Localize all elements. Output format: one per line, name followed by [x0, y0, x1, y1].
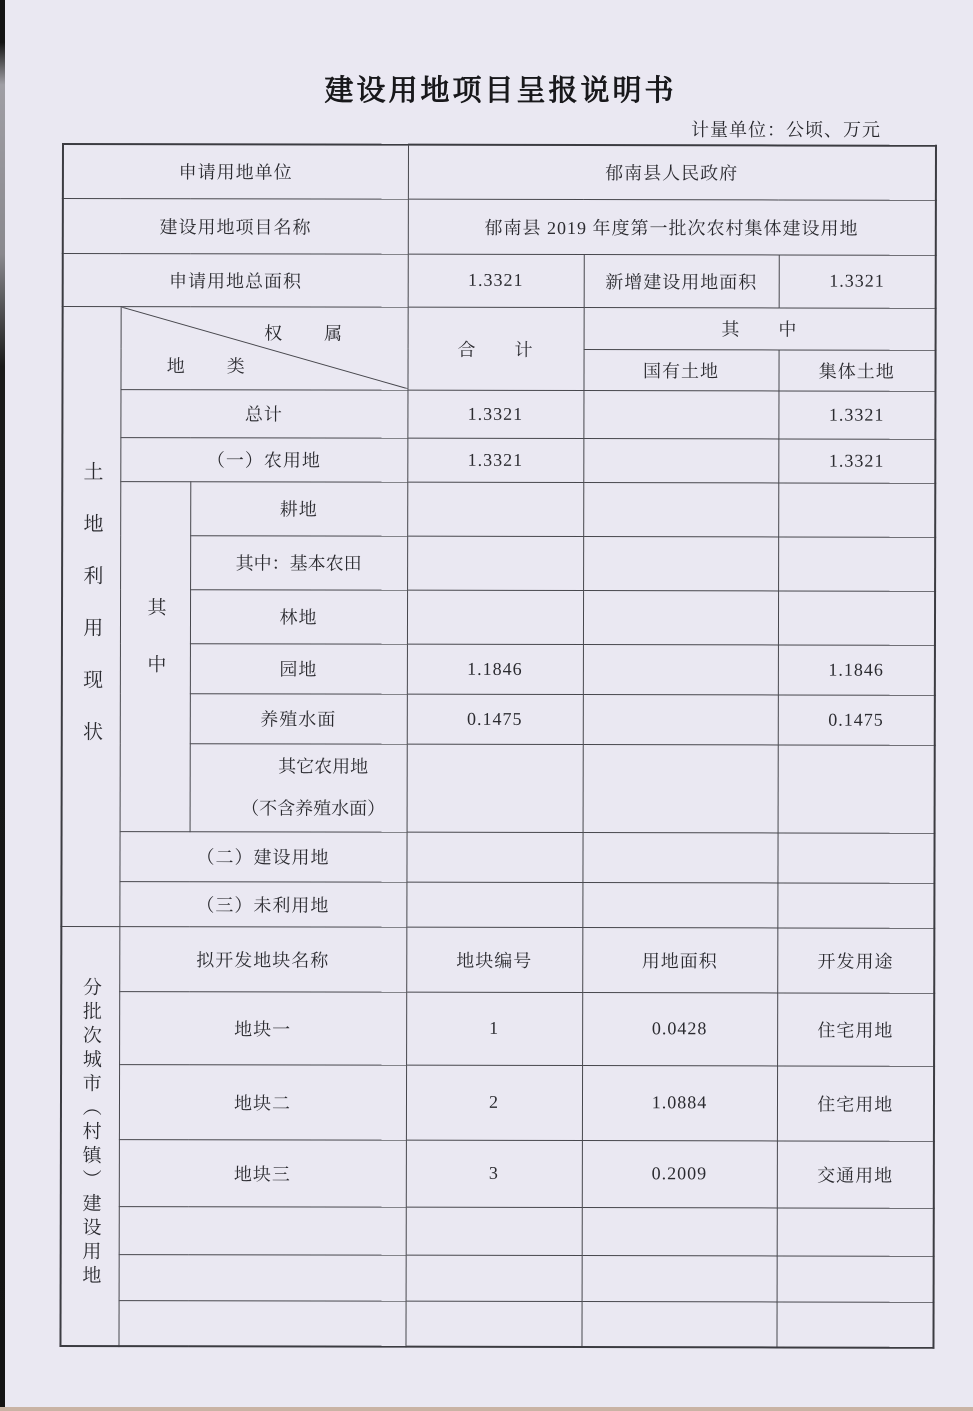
col-header-total: 合 计 — [407, 307, 583, 390]
total-area-value-cell: 1.3321 — [408, 254, 584, 307]
plot5-number — [406, 1255, 582, 1301]
project-name-label-cell: 建设用地项目名称 — [63, 198, 408, 254]
new-area-value-cell: 1.3321 — [779, 254, 936, 307]
page-title: 建设用地项目呈报说明书 — [324, 75, 677, 107]
scan-edge-shadow — [0, 0, 5, 1411]
table-row — [62, 481, 935, 537]
table-row — [61, 1064, 934, 1141]
table-row — [61, 926, 934, 993]
row-cultivated-label: 耕地 — [190, 481, 407, 535]
total-area-label-cell: 申请用地总面积 — [63, 253, 408, 307]
table-row — [62, 589, 935, 645]
diagonal-landtype-label: 地 类 — [166, 356, 257, 377]
among-section-label-cell — [120, 481, 191, 831]
plot1-area: 0.0428 — [582, 992, 777, 1065]
scan-edge-bottom — [0, 1407, 973, 1411]
row-forest-sum — [407, 590, 583, 644]
row-basic-farmland-collective — [778, 536, 935, 590]
plot5-name — [119, 1254, 406, 1301]
row-cultivated-sum — [407, 482, 583, 536]
plot1-name: 地块一 — [119, 991, 406, 1065]
plot4-name — [119, 1206, 406, 1255]
row-unused-state — [582, 882, 777, 927]
among-section-label: 其中 — [144, 596, 166, 711]
row-construction-state — [582, 832, 777, 882]
row-unused-label: （三）未利用地 — [119, 881, 406, 927]
row-garden-collective: 1.1846 — [778, 644, 935, 694]
row-construction-collective — [777, 832, 934, 882]
row-forest-state — [583, 590, 778, 644]
plot4-number — [406, 1207, 582, 1255]
row-total-label: 总计 — [120, 389, 407, 438]
plot-header-name: 拟开发地块名称 — [119, 926, 406, 992]
plot6-name — [118, 1300, 405, 1347]
plot6-usage — [776, 1301, 933, 1347]
row-basic-farmland-label: 其中：基本农田 — [190, 535, 407, 589]
land-use-section-label-cell — [61, 306, 120, 926]
col-header-state-land: 国有土地 — [583, 349, 778, 390]
row-farmland-collective: 1.3321 — [778, 438, 935, 482]
plot6-number — [405, 1301, 581, 1347]
table-row — [61, 1206, 934, 1256]
new-area-label-cell: 新增建设用地面积 — [584, 254, 779, 307]
table-row — [62, 389, 935, 439]
row-total-sum: 1.3321 — [407, 390, 583, 438]
plot3-area: 0.2009 — [582, 1140, 777, 1207]
plot1-usage: 住宅用地 — [777, 992, 934, 1065]
row-aquaculture-state — [583, 694, 778, 744]
applicant-value-cell: 郁南县人民政府 — [408, 145, 936, 200]
row-aquaculture-collective: 0.1475 — [778, 694, 935, 744]
table-row — [62, 743, 935, 833]
row-construction-label: （二）建设用地 — [119, 831, 406, 882]
table-row — [62, 643, 935, 695]
form-table-wrap — [59, 143, 937, 1349]
table-row — [61, 1139, 934, 1208]
row-basic-farmland-sum — [407, 536, 583, 590]
project-name-value-cell: 郁南县 2019 年度第一批次农村集体建设用地 — [408, 199, 936, 255]
row-cultivated-state — [583, 482, 778, 536]
plot-header-area: 用地面积 — [582, 927, 777, 992]
table-row — [63, 306, 936, 350]
row-other-farmland-label-line1: 其它农用地 — [278, 756, 369, 777]
row-other-farmland-label-line2: （不含养殖水面） — [241, 798, 386, 819]
table-row — [63, 144, 936, 200]
row-construction-sum — [406, 832, 582, 882]
col-header-collective-land: 集体土地 — [778, 349, 935, 390]
plot-header-number: 地块编号 — [406, 927, 582, 992]
plot-header-usage: 开发用途 — [777, 927, 934, 992]
table-row — [62, 437, 935, 483]
land-use-section-label: 土地利用现状 — [79, 460, 103, 773]
plot5-area — [582, 1255, 777, 1301]
plot6-area — [581, 1301, 776, 1347]
diagonal-header-cell — [120, 306, 407, 390]
table-row — [61, 1254, 934, 1302]
row-cultivated-collective — [778, 482, 935, 536]
land-report-table — [59, 143, 937, 1349]
plot2-number: 2 — [406, 1065, 582, 1140]
measurement-unit-note: 计量单位：公顷、万元 — [691, 120, 881, 140]
row-unused-sum — [406, 882, 582, 927]
plot2-name: 地块二 — [119, 1064, 406, 1140]
row-other-farmland-sum — [407, 744, 583, 832]
table-row — [60, 1300, 933, 1348]
row-other-farmland-label — [190, 743, 407, 831]
row-other-farmland-state — [583, 744, 778, 832]
plot3-name: 地块三 — [119, 1139, 406, 1207]
table-row — [62, 693, 935, 745]
plot1-number: 1 — [406, 992, 582, 1065]
table-row — [61, 881, 934, 928]
table-row — [63, 198, 936, 255]
batch-section-label: 分批次城市（村镇）建设用地 — [79, 977, 102, 1290]
plot4-area — [582, 1207, 777, 1255]
table-row — [62, 535, 935, 591]
row-forest-collective — [778, 590, 935, 644]
row-farmland-sum: 1.3321 — [407, 438, 583, 482]
batch-section-label-cell — [60, 926, 119, 1346]
plot3-number: 3 — [406, 1140, 582, 1207]
table-row — [63, 253, 936, 308]
diagonal-ownership-label: 权 属 — [264, 323, 355, 344]
row-farmland-state — [583, 438, 778, 482]
row-garden-sum: 1.1846 — [407, 644, 583, 694]
row-unused-collective — [777, 882, 934, 927]
row-farmland-label: （一）农用地 — [120, 437, 407, 482]
plot3-usage: 交通用地 — [777, 1140, 934, 1207]
row-garden-state — [583, 644, 778, 694]
row-forest-label: 林地 — [190, 589, 407, 643]
applicant-label-cell: 申请用地单位 — [63, 144, 408, 199]
row-total-collective: 1.3321 — [778, 390, 935, 438]
row-aquaculture-label: 养殖水面 — [190, 693, 407, 743]
row-garden-label: 园地 — [190, 643, 407, 693]
row-aquaculture-sum: 0.1475 — [407, 694, 583, 744]
table-row — [61, 831, 934, 883]
plot2-area: 1.0884 — [582, 1065, 777, 1140]
row-total-state — [583, 390, 778, 438]
row-basic-farmland-state — [583, 536, 778, 590]
row-other-farmland-collective — [778, 744, 935, 832]
plot4-usage — [777, 1207, 934, 1255]
plot2-usage: 住宅用地 — [777, 1065, 934, 1140]
plot5-usage — [777, 1255, 934, 1301]
col-header-among: 其 中 — [584, 307, 936, 350]
table-row — [61, 991, 934, 1066]
